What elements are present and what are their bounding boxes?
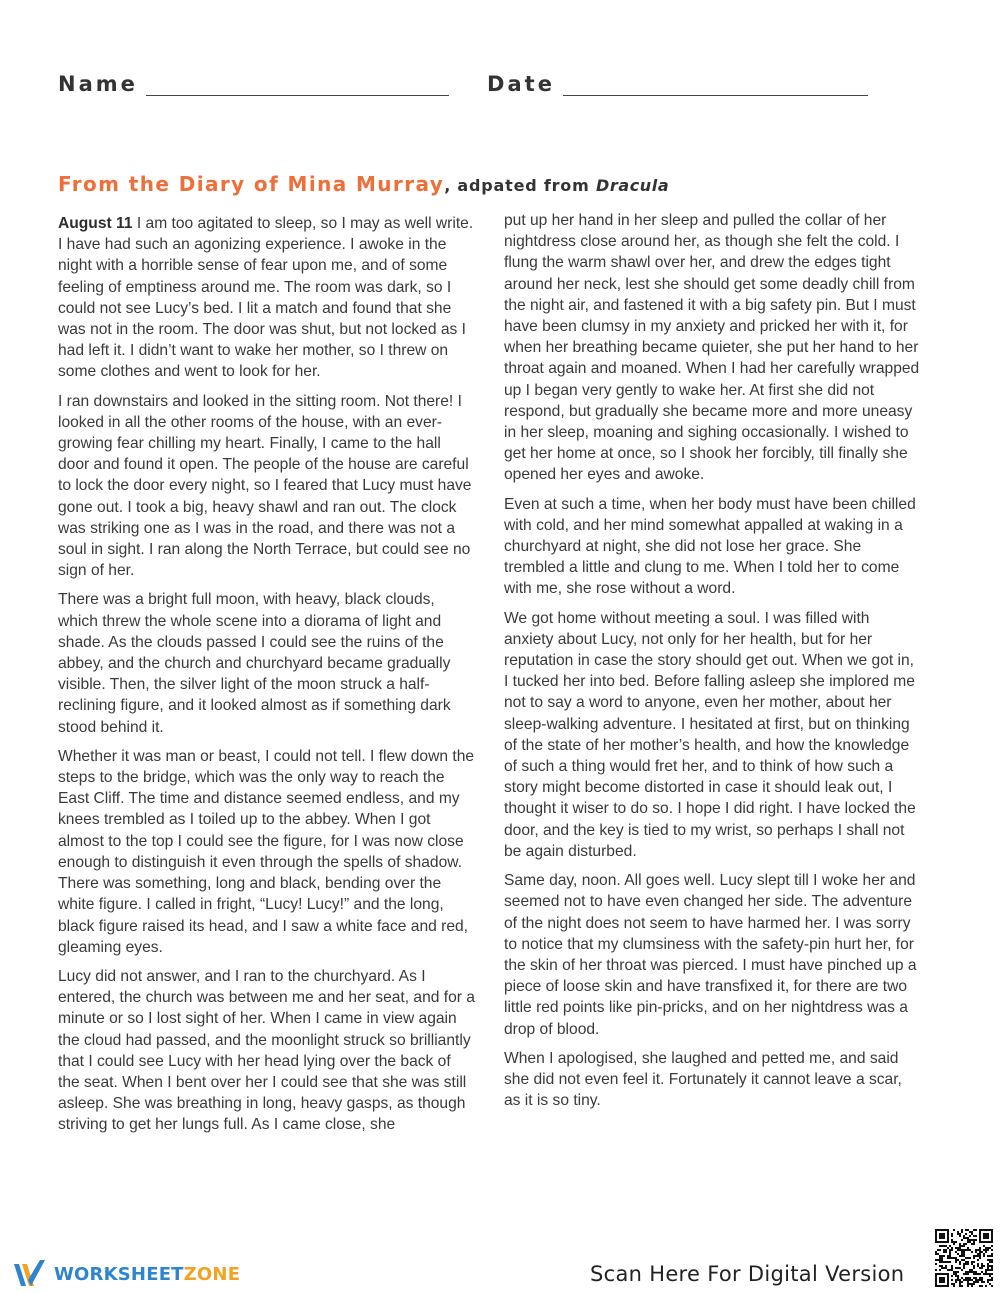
logo-text-zone: ZONE bbox=[183, 1263, 241, 1285]
date-label: Date bbox=[487, 72, 555, 96]
logo-text bbox=[54, 1264, 240, 1285]
paragraph: put up her hand in her sleep and pulled the collar of her nightdress close around her, as though she felt the cold. I flung the warm shawl over her, and drew the edges tight around her neck, lest she should get some deadly chill from the night air, and fastened it with a big safety pin. But I must have been clumsy in my anxiety and pricked her with it, for when her breathing became quieter, she put her hand to her throat again and moaned. When I had her carefully wrapped up I began very gently to wake her. At first she did not respond, but gradually she became more and more uneasy in her sleep, moaning and sighing occasionally. I wished to get her home at once, so I shook her forcibly, till finally she opened her eyes and awoke. bbox=[504, 212, 920, 484]
paragraph: Whether it was man or beast, I could not tell. I flew down the steps to the bridge, which was the only way to reach the East Cliff. The time and distance seemed endless, and my knees trembled as I toiled up to the abbey. When I got almost to the top I could see the figure, for I was now close enough to distinguish it even through the spells of shadow. There was something, long and black, bending over the white figure. I called in fright, “Lucy! Lucy!” and the long, black figure raised its head, and I saw a white face and red, gleaming eyes. bbox=[58, 747, 475, 956]
paragraph: Lucy did not answer, and I ran to the churchyard. As I entered, the church was between me and her seat, and for a minute or so I lost sight of her. When I came in view again the cloud had passed, and the moonlight struck so brilliantly that I could see Lucy with her head lying over the back of the seat. When I bent over her I could see that she was still asleep. She was breathing in long, heavy gasps, as though striving to get her lungs full. As I came close, she bbox=[58, 967, 475, 1134]
worksheetzone-logo[interactable] bbox=[12, 1258, 240, 1290]
entry-date: August 11 bbox=[58, 215, 133, 232]
name-label: Name bbox=[58, 72, 138, 96]
paragraph-text: I am too agitated to sleep, so I may as well write. I have had such an agonizing experience. I awoke in the night with a horrible sense of fear upon me, and of some feeling of emptiness around me. The room was dark, so I could not see Lucy’s bed. I lit a match and found that she was not in the room. The door was shut, but not locked as I had left it. I didn’t want to wake her mother, so I threw on some clothes and went to look for her. bbox=[58, 215, 474, 381]
paragraph: We got home without meeting a soul. I was filled with anxiety about Lucy, not only for her health, but for her reputation in case the story should get out. When we got in, I tucked her into bed. Before falling asleep she implored me not to say a word to anyone, even her mother, about her sleep-walking adventure. I hesitated at first, but on thinking of the state of her mother’s health, and how the knowledge of such a thing would fret her, and to think of how such a story might become distorted in case it should leak out, I thought it wiser to do so. I hope I did right. I have locked the door, and the key is tied to my wrist, so perhaps I shall not be again disturbed. bbox=[504, 609, 916, 860]
scan-digital-version-text: Scan Here For Digital Version bbox=[590, 1262, 905, 1286]
page-title bbox=[58, 172, 669, 196]
left-text-column bbox=[58, 213, 476, 1144]
worksheet-header bbox=[58, 66, 868, 96]
title-main: From the Diary of Mina Murray bbox=[58, 172, 445, 196]
name-field-line[interactable] bbox=[146, 75, 449, 96]
paragraph: Even at such a time, when her body must have been chilled with cold, and her mind somewhat appalled at waking in a churchyard at night, she did not lose her grace. She trembled a little and clung to me. When I told her to come with me, she rose without a word. bbox=[504, 495, 916, 598]
title-subtitle: , adpated from bbox=[444, 176, 596, 195]
right-text-column bbox=[504, 210, 922, 1119]
date-field-line[interactable] bbox=[563, 75, 868, 96]
logo-text-worksheet: WORKSHEET bbox=[54, 1263, 184, 1285]
paragraph bbox=[58, 213, 476, 383]
qr-code-icon[interactable] bbox=[935, 1229, 993, 1287]
paragraph: I ran downstairs and looked in the sitting room. Not there! I looked in all the other rooms of the house, with an ever-growing fear chilling my heart. Finally, I came to the hall door and found it open. The people of the house are careful to lock the door every night, so I feared that Lucy must have gone out. I took a big, heavy shawl and ran out. The clock was striking one as I was in the road, and there was not a soul in sight. I ran along the North Terrace, but could see no sign of her. bbox=[58, 392, 472, 580]
paragraph: There was a bright full moon, with heavy, black clouds, which threw the whole scene into a diorama of light and shade. As the clouds passed I could see the ruins of the abbey, and the church and churchyard became gradually visible. Then, the silver light of the moon struck a half-reclining figure, and it looked almost as if something dark stood behind it. bbox=[58, 591, 451, 736]
paragraph: When I apologised, she laughed and petted me, and said she did not even feel it. Fortunately it cannot leave a scar, as it is so tiny. bbox=[504, 1049, 902, 1110]
title-work: Dracula bbox=[595, 176, 670, 195]
worksheetzone-logo-icon bbox=[12, 1258, 48, 1290]
paragraph: Same day, noon. All goes well. Lucy slept till I woke her and seemed not to have even changed her side. The adventure of the night does not seem to have harmed her. I was sorry to notice that my clumsiness with the safety-pin hurt her, for the skin of her throat was pierced. I must have pinched up a piece of loose skin and have transfixed it, for there are two little red points like pin-pricks, and on her nightdress was a drop of blood. bbox=[504, 872, 917, 1038]
